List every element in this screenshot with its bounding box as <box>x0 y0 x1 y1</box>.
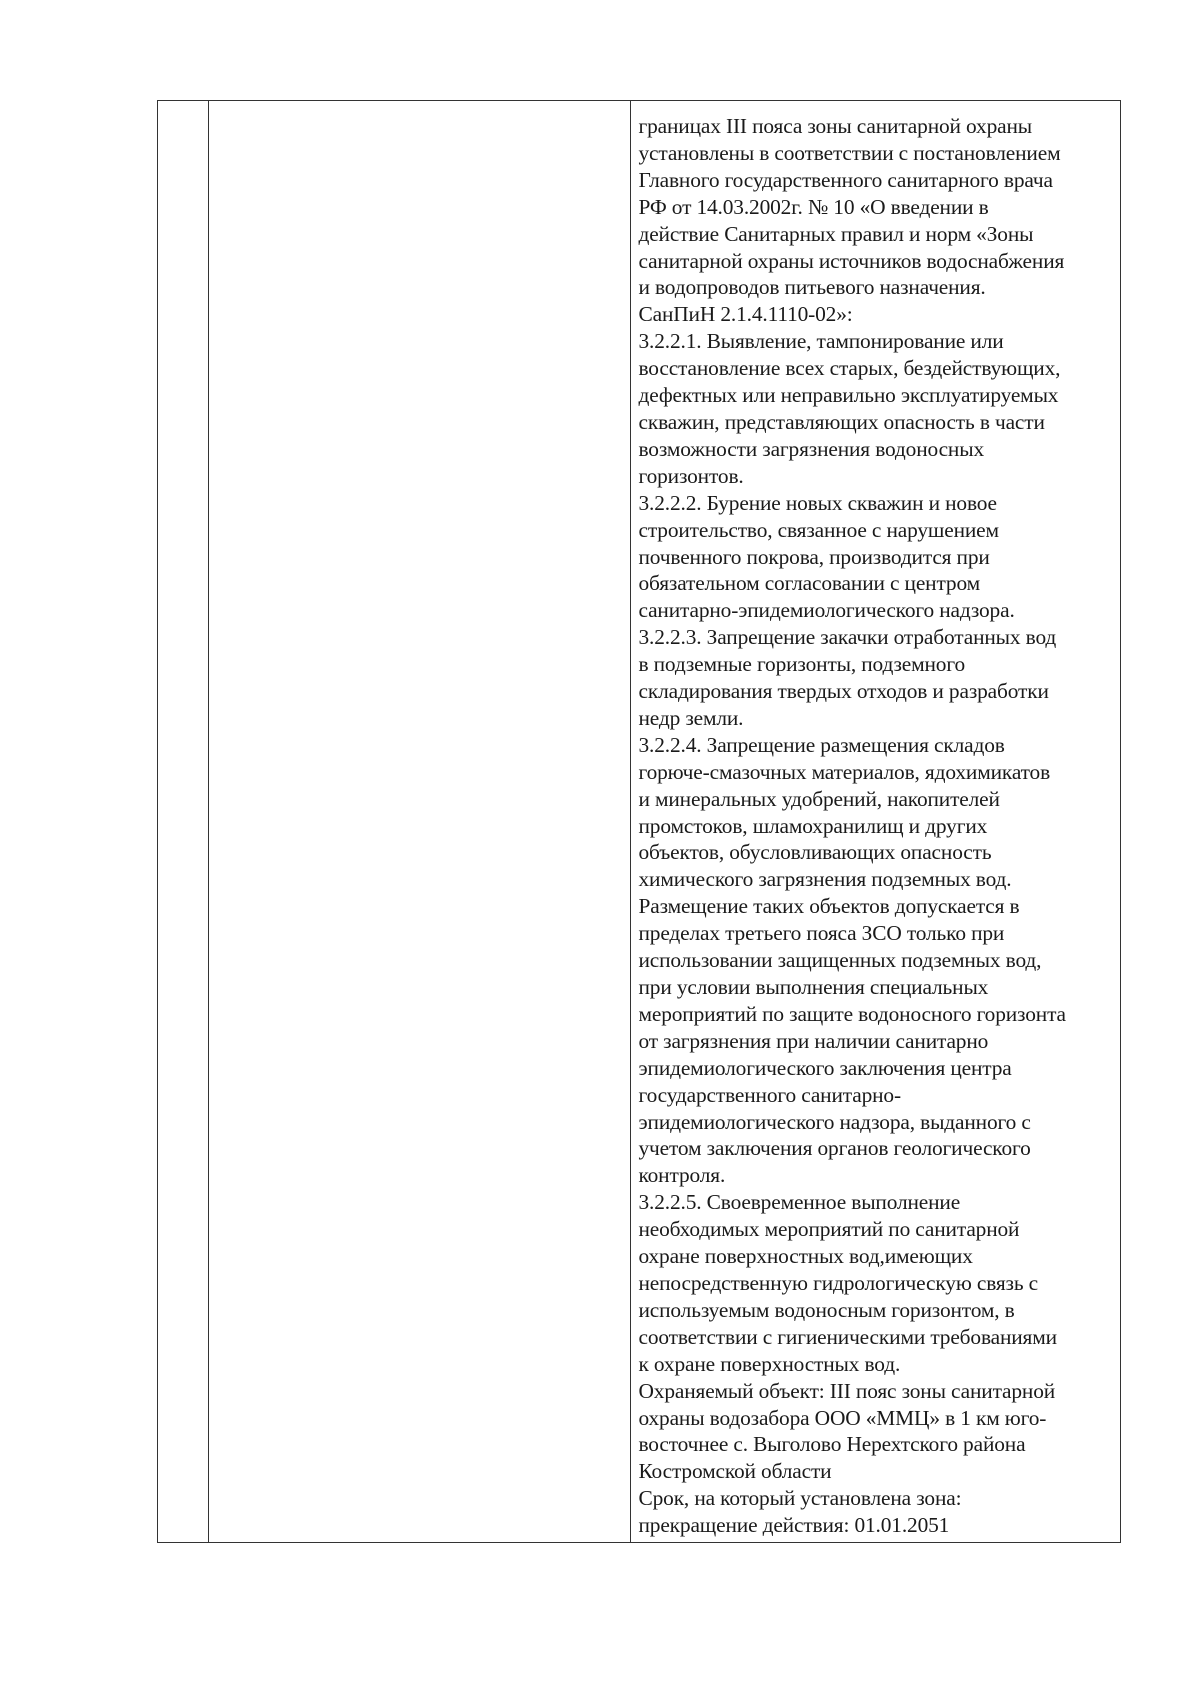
table-row <box>158 101 1121 1543</box>
name-cell <box>209 101 631 1543</box>
description-text: границах III пояса зоны санитарной охраны установлены в соответствии с постановлением Главного государственного санитарного врача РФ от 14.03.2002г. № 10 «О введении в действие Санитарных правил и норм «Зоны санитарной охраны источников водоснабжения и водопроводов питьевого назначения. СанПиН 2.1.4.1110-02»: 3.2.2.1. Выявление, тампонирование или восстановление всех старых, бездействующих, дефектных или неправильно эксплуатируемых скважин, представляющих опасность в части возможности загрязнения водоносных горизонтов. 3.2.2.2. Бурение новых скважин и новое строительство, связанное с нарушением почвенного покрова, производится при обязательном согласовании с центром санитарно-эпидемиологического надзора. 3.2.2.3. Запрещение закачки отработанных вод в подземные горизонты, подземного складирования твердых отходов и разработки недр земли. 3.2.2.4. Запрещение размещения складов горюче-смазочных материалов, ядохимикатов и минеральных удобрений, накопителей промстоков, шламохранилищ и других объектов, обусловливающих опасность химического загрязнения подземных вод. Размещение таких объектов допускается в пределах третьего пояса ЗСО только при использовании защищенных подземных вод, при условии выполнения специальных мероприятий по защите водоносного горизонта от загрязнения при наличии санитарно эпидемиологического заключения центра государственного санитарно- эпидемиологического надзора, выданного с учетом заключения органов геологического контроля. 3.2.2.5. Своевременное выполнение необходимых мероприятий по санитарной охране поверхностных вод,имеющих непосредственную гидрологическую связь с используемым водоносным горизонтом, в соответствии с гигиеническими требованиями к охране поверхностных вод. Охраняемый объект: III пояс зоны санитарной охраны водозабора ООО «ММЦ» в 1 км юго- восточнее с. Выголово Нерехтского района Костромской области Срок, на который установлена зона: прекращение действия: 01.01.2051 <box>638 114 1066 1538</box>
description-cell <box>631 101 1121 1543</box>
document-table <box>157 100 1121 1543</box>
number-cell <box>158 101 209 1543</box>
